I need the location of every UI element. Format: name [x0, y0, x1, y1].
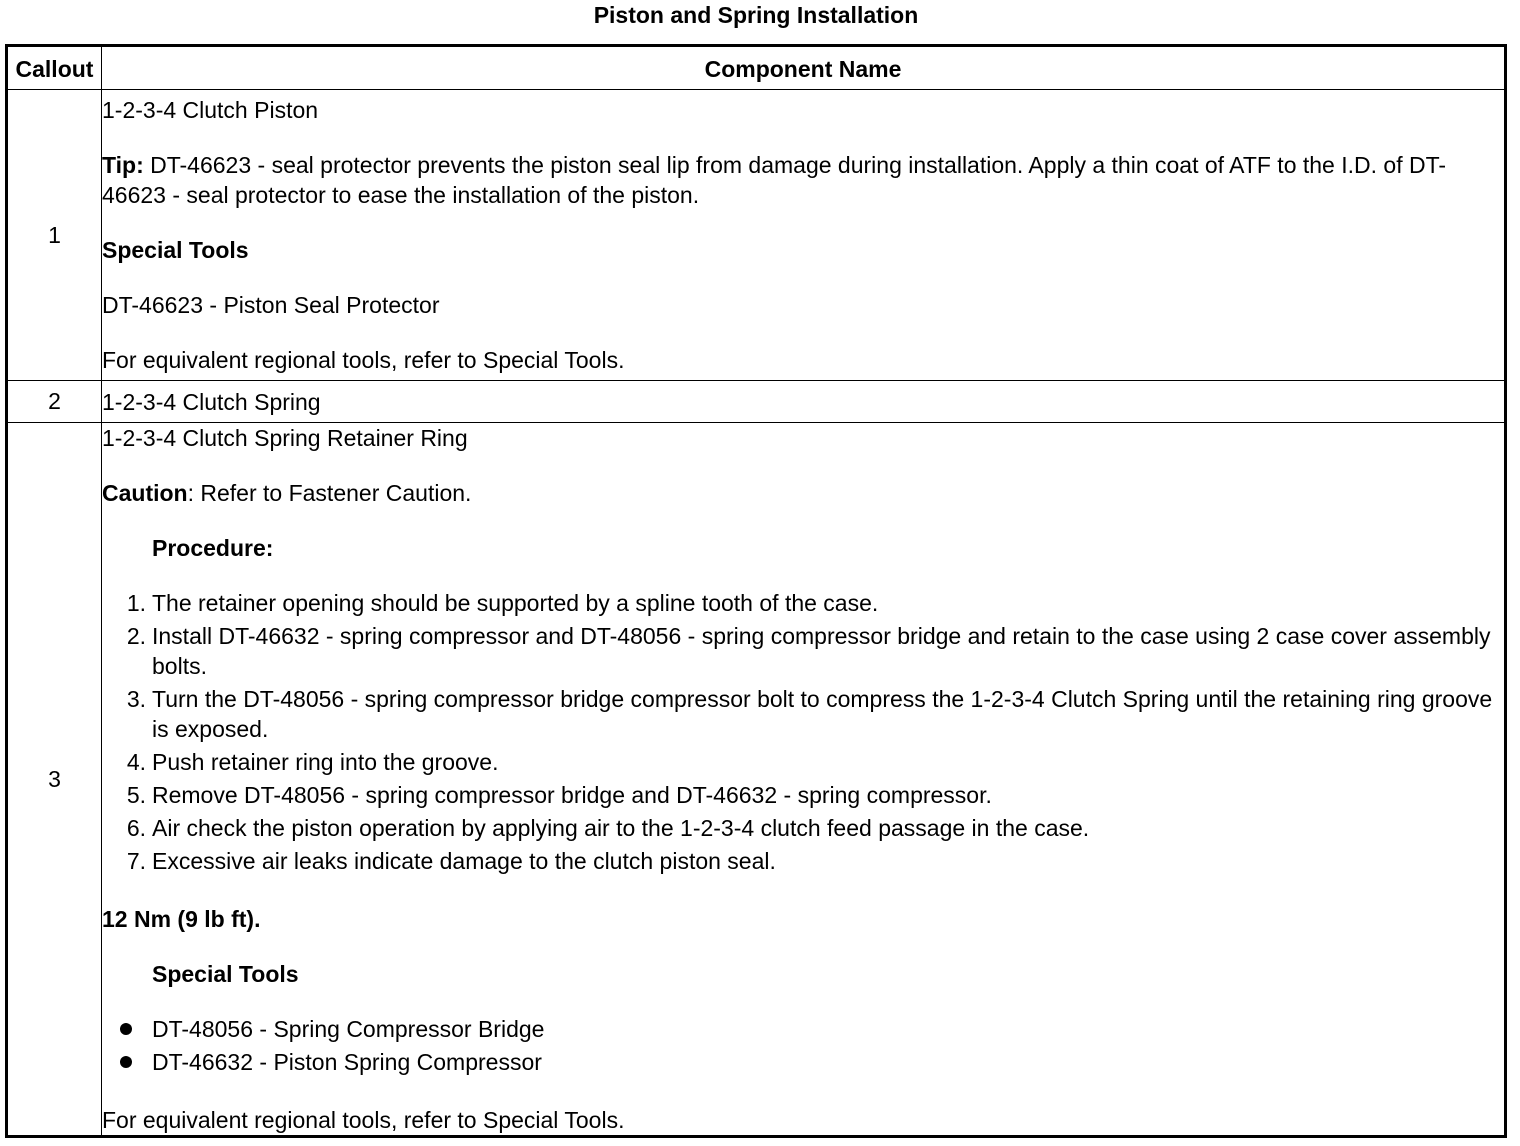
special-tools-heading: Special Tools: [102, 237, 249, 263]
caution-paragraph: [102, 478, 1504, 508]
component-cell: [102, 423, 1506, 1137]
header-callout: Callout: [7, 46, 102, 90]
component-cell: [102, 381, 1506, 423]
special-tool-item: DT-46623 - Piston Seal Protector: [102, 292, 440, 318]
header-component-name: Component Name: [102, 46, 1506, 90]
table-row: [7, 423, 1506, 1137]
torque-spec: 12 Nm (9 lb ft).: [102, 906, 261, 932]
table-row: [7, 90, 1506, 381]
special-tool-item: DT-48056 - Spring Compressor Bridge: [152, 1014, 1504, 1044]
table-row: [7, 381, 1506, 423]
procedure-step: 5. Remove DT-48056 - spring compressor bridge and DT-46632 - spring compressor.: [126, 782, 992, 808]
special-tools-list: [102, 1014, 1504, 1077]
callout-number: 2: [7, 381, 102, 423]
callout-number: 1: [7, 90, 102, 381]
procedure-steps: [102, 588, 1504, 876]
equivalent-tools-note: For equivalent regional tools, refer to Special Tools.: [102, 347, 625, 373]
component-name: 1-2-3-4 Clutch Spring Retainer Ring: [102, 425, 468, 451]
component-name: 1-2-3-4 Clutch Piston: [102, 97, 319, 123]
procedure-step: 1. The retainer opening should be supported by a spline tooth of the case.: [126, 590, 879, 616]
procedure-step: 4. Push retainer ring into the groove.: [126, 749, 499, 775]
procedure-step: 2. Install DT-46632 - spring compressor and DT-48056 - spring compressor bridge and retain to the case using 2 case cover assembly bolts.: [126, 623, 1491, 679]
component-cell: [102, 90, 1506, 381]
procedure-step: 6. Air check the piston operation by applying air to the 1-2-3-4 clutch feed passage in the case.: [126, 815, 1090, 841]
special-tool-item: DT-46632 - Piston Spring Compressor: [152, 1047, 1504, 1077]
tip-paragraph: [102, 150, 1504, 210]
procedure-heading: Procedure:: [152, 535, 274, 561]
bullet-icon: [120, 1023, 132, 1035]
page-title: Piston and Spring Installation: [593, 2, 919, 28]
procedure-step: 3. Turn the DT-48056 - spring compressor bridge compressor bolt to compress the 1-2-3-4 Clutch Spring until the retaining ring groove is exposed.: [126, 686, 1493, 742]
special-tools-heading: Special Tools: [152, 961, 299, 987]
callout-number: 3: [7, 423, 102, 1137]
component-name: 1-2-3-4 Clutch Spring: [102, 388, 321, 415]
callout-table: [5, 44, 1507, 1138]
tip-text: DT-46623 - seal protector prevents the piston seal lip from damage during installation. Apply a thin coat of ATF to the I.D. of DT-46623 - seal protector to ease the installation of the piston.: [102, 152, 1447, 208]
bullet-icon: [120, 1056, 132, 1068]
equivalent-tools-note: For equivalent regional tools, refer to Special Tools.: [102, 1107, 625, 1133]
tip-label: Tip:: [102, 152, 144, 178]
caution-label: Caution: [102, 480, 188, 506]
table-header-row: [7, 46, 1506, 90]
caution-text: : Refer to Fastener Caution.: [187, 480, 472, 506]
procedure-step: 7. Excessive air leaks indicate damage to the clutch piston seal.: [126, 848, 776, 874]
